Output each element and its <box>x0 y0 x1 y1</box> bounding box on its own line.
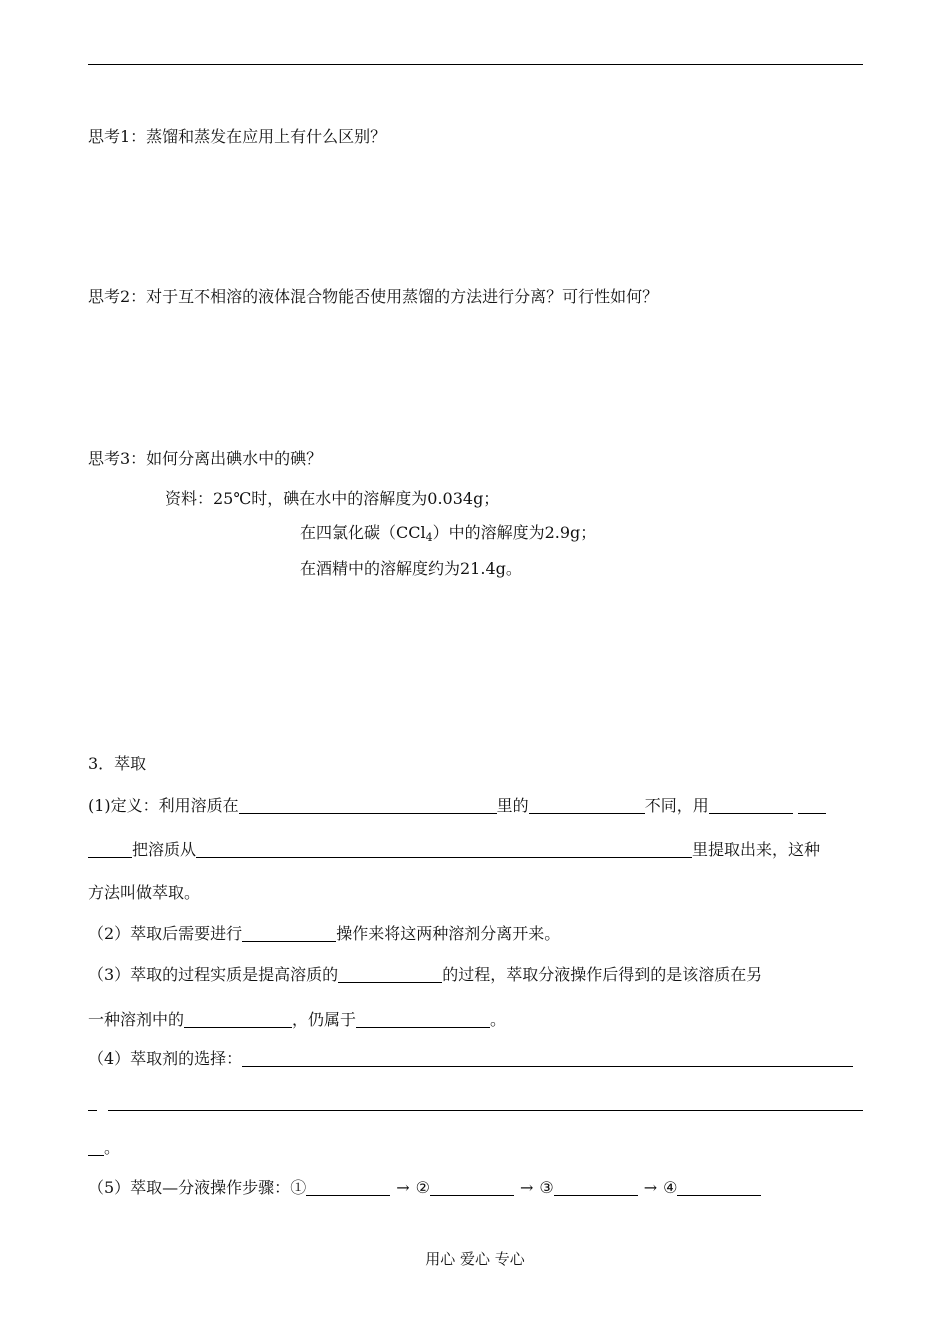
question-2: 思考2：对于互不相溶的液体混合物能否使用蒸馏的方法进行分离？可行性如何？ <box>88 287 659 306</box>
step-4-blank[interactable] <box>677 1179 761 1196</box>
arrow-icon: → <box>643 1178 658 1197</box>
definition-line-3: 方法叫做萃取。 <box>88 883 201 902</box>
step-1-marker: ① <box>290 1178 307 1197</box>
item-2 <box>88 925 560 942</box>
material-line-1: 资料：25℃时，碘在水中的溶解度为0.034g； <box>165 489 500 508</box>
section-heading: 3．萃取 <box>88 754 147 773</box>
definition-line-1 <box>88 797 826 814</box>
blank-9[interactable] <box>356 1011 490 1028</box>
step-3-blank[interactable] <box>554 1179 638 1196</box>
item-4-end: 。 <box>104 1138 121 1157</box>
blank-6[interactable] <box>242 925 336 942</box>
question-1: 思考1：蒸馏和蒸发在应用上有什么区别？ <box>88 127 387 146</box>
material-line-3: 在酒精中的溶解度约为21.4g。 <box>300 559 522 578</box>
step-2-blank[interactable] <box>430 1179 514 1196</box>
definition-line-2 <box>88 841 820 858</box>
blank-3b[interactable] <box>798 797 826 814</box>
blank-8[interactable] <box>184 1011 292 1028</box>
item-4-line-2 <box>88 1094 97 1111</box>
arrow-icon: → <box>396 1178 410 1197</box>
step-2-marker: ② <box>415 1178 430 1197</box>
item-4-line-3 <box>88 1139 120 1156</box>
blank-1[interactable] <box>239 797 497 814</box>
material-line-2-sub: 4 <box>425 531 433 544</box>
def-text-d: 把溶质从 <box>132 840 197 859</box>
def-text-c: 不同，用 <box>644 796 709 815</box>
blank-2[interactable] <box>529 797 645 814</box>
step-4-marker: ④ <box>663 1178 678 1197</box>
blank-12[interactable] <box>108 1110 863 1111</box>
blank-10[interactable] <box>242 1050 853 1067</box>
blank-4[interactable] <box>88 841 132 858</box>
material-line-2-pre: 在四氯化碳（CCl <box>300 523 426 542</box>
def-text-a: (1)定义：利用溶质在 <box>88 796 239 815</box>
blank-5[interactable] <box>196 841 692 858</box>
item-5-text: （5）萃取—分液操作步骤： <box>88 1178 291 1197</box>
item-3-text-c: 一种溶剂中的 <box>88 1010 185 1029</box>
def-text-e: 里提取出来，这种 <box>692 840 821 859</box>
item-4-line-1 <box>88 1050 853 1067</box>
item-2-text-b: 操作来将这两种溶剂分离开来。 <box>336 924 561 943</box>
material-line-2-post: ）中的溶解度为2.9g； <box>432 523 597 542</box>
item-3-text-e: 。 <box>490 1010 507 1029</box>
item-3-text-d: ，仍属于 <box>292 1010 357 1029</box>
header-rule <box>88 64 863 65</box>
def-text-b: 里的 <box>496 796 529 815</box>
item-3-line-2 <box>88 1011 506 1028</box>
arrow-icon: → <box>519 1178 534 1197</box>
item-5 <box>88 1179 761 1196</box>
item-3-line-1 <box>88 966 762 983</box>
step-1-blank[interactable] <box>306 1179 390 1196</box>
material-line-2 <box>300 525 596 543</box>
item-2-text-a: （2）萃取后需要进行 <box>88 924 243 943</box>
question-3: 思考3：如何分离出碘水中的碘？ <box>88 449 323 468</box>
item-4-text-a: （4）萃取剂的选择： <box>88 1049 243 1068</box>
blank-13[interactable] <box>88 1139 104 1156</box>
blank-7[interactable] <box>338 966 442 983</box>
page-footer: 用心 爱心 专心 <box>425 1250 525 1268</box>
step-3-marker: ③ <box>539 1178 554 1197</box>
blank-11[interactable] <box>88 1094 97 1111</box>
item-3-text-a: （3）萃取的过程实质是提高溶质的 <box>88 965 339 984</box>
item-3-text-b: 的过程，萃取分液操作后得到的是该溶质在另 <box>442 965 763 984</box>
blank-3[interactable] <box>709 797 793 814</box>
